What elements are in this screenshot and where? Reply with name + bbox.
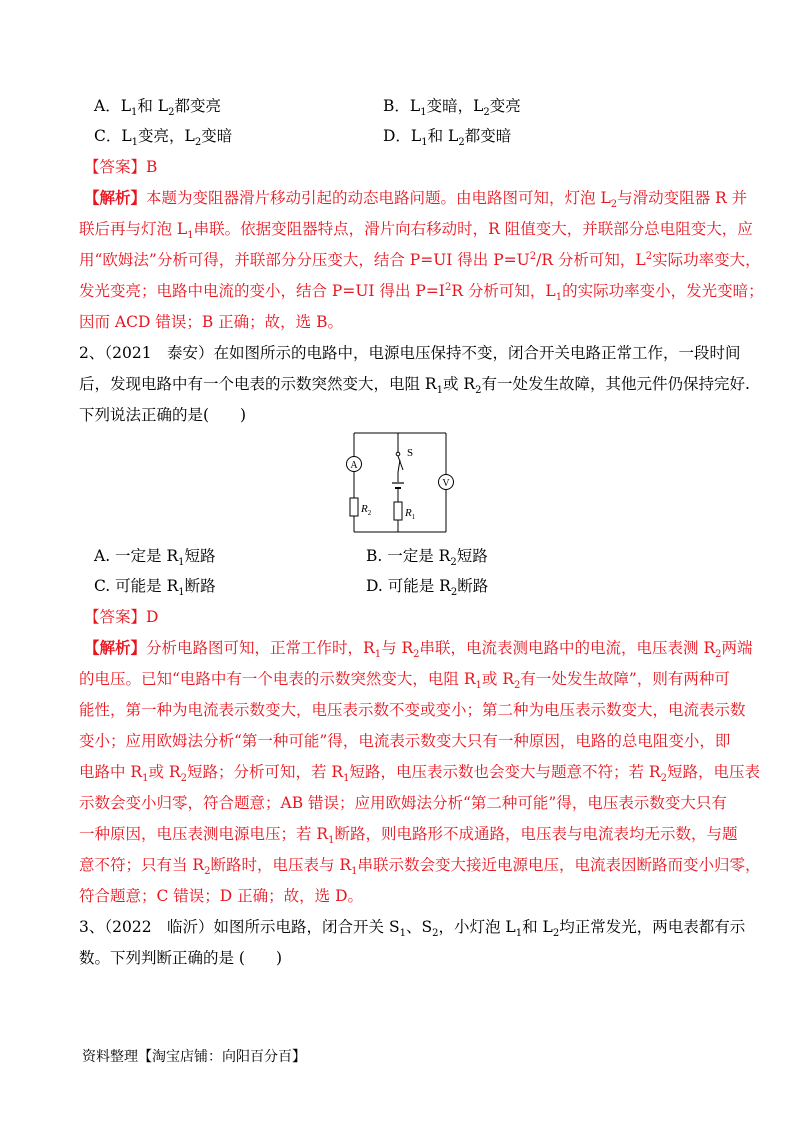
page-footer: 资料整理【淘宝店铺：向阳百分百】 — [82, 1049, 306, 1065]
resistor-r2 — [350, 498, 358, 516]
q2-analysis-line-5: 电路中 $R_1$或 $R_2$短路；分析可知，若 $R_1$短路，电压表示数也会变大与题意不符；若 $R_2$短路，电压表 — [79, 763, 760, 785]
q2-analysis-line-2: 的电压。已知“电路中有一个电表的示数突然变大，电阻 $R_1$或 $R_2$有一处发生故障”，则有两种可 — [79, 670, 730, 692]
q1-option-a: A．$L_1$和 $L_2$都变亮 — [94, 97, 221, 119]
q2-analysis-line-8: 意不符；只有当 $R_2$断路时，电压表与 $R_1$串联示数会变大接近电源电压，电流表因断路而变小归零， — [79, 856, 761, 878]
q1-analysis-line-5: 因而 ACD 错误；B 正确；故，选 B。 — [79, 313, 343, 331]
switch-label: S — [407, 447, 414, 459]
q1-analysis-line-4: 发光变亮；电路中电流的变小，结合 P=UI 得出 $P=I^2R$ 分析可知，$L_1$的实际功率变小，发光变暗； — [79, 281, 764, 304]
q2-analysis-line-4: 变小；应用欧姆法分析“第一种可能”得，电流表示数变大只有一种原因，电路的总电阻变小，即 — [79, 732, 731, 750]
q3-stem-line-1: 3、（2022 临沂）如图所示电路，闭合开关 $S_1$、$S_2$，小灯泡 $L_1$和 $L_2$均正常发光，两电表都有示 — [79, 918, 746, 940]
q2-option-a: A. 一定是 $R_1$短路 — [94, 547, 216, 569]
q2-option-c: C. 可能是 $R_1$断路 — [94, 577, 216, 599]
q2-analysis-line-9: 符合题意；C 错误；D 正确；故，选 D。 — [79, 887, 363, 905]
q1-analysis-label: 【解析】 — [84, 188, 147, 207]
q1-analysis-line-2: 联后再与灯泡 $L_1$串联。依据变阻器特点，滑片向右移动时，R 阻值变大，并联部分总电阻变大，应 — [79, 220, 753, 242]
q2-analysis-label: 【解析】 — [84, 638, 147, 657]
q2-stem-line-2: 后，发现电路中有一个电表的示数突然变大，电阻 $R_1$或 $R_2$有一处发生故障，其他元件仍保持完好. — [79, 375, 750, 397]
q1-option-c: C．$L_1$变亮，$L_2$变暗 — [94, 127, 233, 149]
q1-answer: 【答案】B — [84, 158, 158, 176]
circuit-diagram — [340, 428, 460, 536]
voltmeter-label: V — [442, 478, 450, 489]
q1-analysis-line-1: 【解析】本题为变阻器滑片移动引起的动态电路问题。由电路图可知，灯泡 $L_2$与滑动变阻器 R 并 — [84, 188, 748, 211]
r2-label: $R_2$ — [361, 503, 372, 517]
r1-label: $R_1$ — [405, 507, 416, 521]
q2-analysis-line-7: 一种原因，电压表测电源电压；若 $R_1$断路，则电路形不成通路，电压表与电流表均无示数，与题 — [79, 825, 738, 847]
q2-analysis-line-3: 能性，第一种为电流表示数变大，电压表示数不变或变小；第二种为电压表示数变大，电流表示数 — [79, 701, 746, 719]
resistor-r1 — [394, 502, 402, 520]
q2-stem-line-1: 2、（2021 泰安）在如图所示的电路中，电源电压保持不变，闭合开关电路正常工作，一段时间 — [79, 344, 741, 362]
q2-option-b: B. 一定是 $R_2$短路 — [366, 547, 488, 569]
q2-answer: 【答案】D — [84, 608, 159, 626]
q2-option-d: D. 可能是 $R_2$断路 — [366, 577, 489, 599]
q1-option-d: D．$L_1$和 $L_2$都变暗 — [383, 127, 512, 149]
q1-analysis-line-3: 用“欧姆法”分析可得，并联部分分压变大，结合 P=UI 得出 $P=U^2/R$ 分析可知，$L^2$实际功率变大， — [79, 250, 761, 269]
q2-analysis-line-1: 【解析】分析电路图可知，正常工作时，$R_1$与 $R_2$串联，电流表测电路中的电流，电压表测 $R_2$两端 — [84, 638, 753, 661]
q3-stem-line-2: 数。下列判断正确的是 ( ) — [79, 949, 283, 967]
ammeter-label: A — [350, 460, 358, 471]
q2-stem-line-3: 下列说法正确的是( ) — [79, 406, 247, 424]
q2-analysis-line-6: 示数会变小归零，符合题意；AB 错误；应用欧姆法分析“第二种可能”得，电压表示数变大只有 — [79, 794, 727, 812]
switch-contact-top — [396, 452, 400, 456]
q1-option-b: B．$L_1$变暗，$L_2$变亮 — [383, 97, 521, 119]
